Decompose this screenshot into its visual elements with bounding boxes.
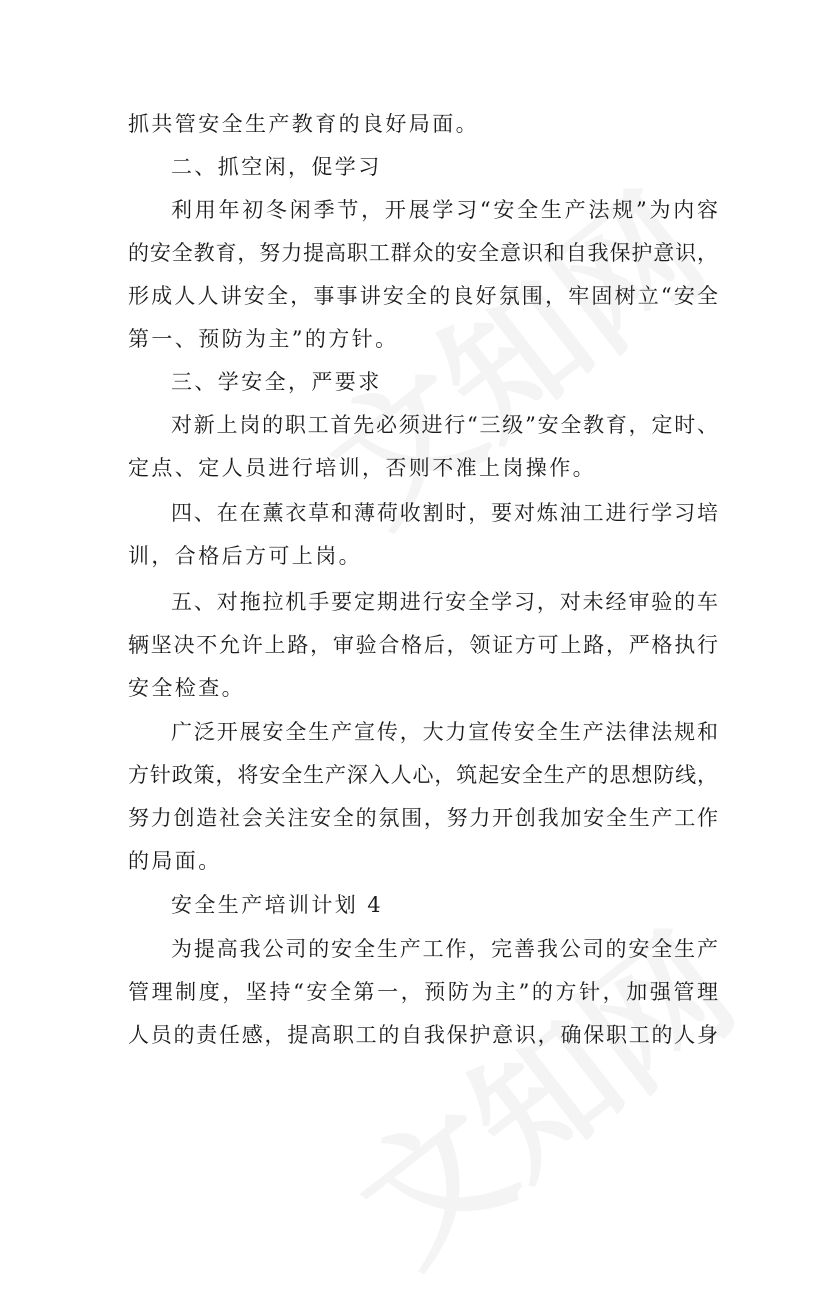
text-line: 广泛开展安全生产宣传，大力宣传安全生产法律法规和	[171, 720, 718, 744]
text-line: 利用年初冬闲季节，开展学习“安全生产法规”为内容	[171, 198, 718, 222]
text-line: 定点、定人员进行培训，否则不准上岗操作。	[128, 456, 596, 480]
section-heading: 三、学安全，严要求	[171, 370, 382, 394]
text-line: 抓共管安全生产教育的良好局面。	[128, 112, 479, 136]
text-line: 努力创造社会关注安全的氛围，努力开创我加安全生产工作	[128, 806, 718, 830]
text-line: 对新上岗的职工首先必须进行“三级”安全教育，定时、	[171, 413, 718, 437]
text-line: 辆坚决不允许上路，审验合格后，领证方可上路，严格执行	[128, 633, 718, 657]
text-line: 管理制度，坚持“安全第一，预防为主”的方针，加强管理	[128, 980, 718, 1004]
text-line: 的局面。	[128, 849, 222, 873]
section-heading: 二、抓空闲，促学习	[171, 155, 382, 179]
text-line: 训，合格后方可上岗。	[128, 544, 362, 568]
text-line: 人员的责任感，提高职工的自我保护意识，确保职工的人身	[128, 1023, 718, 1047]
section-heading: 安全生产培训计划 4	[171, 893, 384, 917]
text-line: 第一、预防为主”的方针。	[128, 327, 399, 351]
text-line: 安全检查。	[128, 676, 245, 700]
text-line: 四、在在薰衣草和薄荷收割时，要对炼油工进行学习培	[171, 501, 718, 525]
text-line: 的安全教育，努力提高职工群众的安全意识和自我保护意识，	[128, 241, 718, 265]
text-line: 方针政策，将安全生产深入人心，筑起安全生产的思想防线，	[128, 763, 718, 787]
text-line: 五、对拖拉机手要定期进行安全学习，对未经审验的车	[171, 590, 718, 614]
text-line: 为提高我公司的安全生产工作，完善我公司的安全生产	[171, 937, 718, 961]
text-line: 形成人人讲安全，事事讲安全的良好氛围，牢固树立“安全	[128, 284, 718, 308]
